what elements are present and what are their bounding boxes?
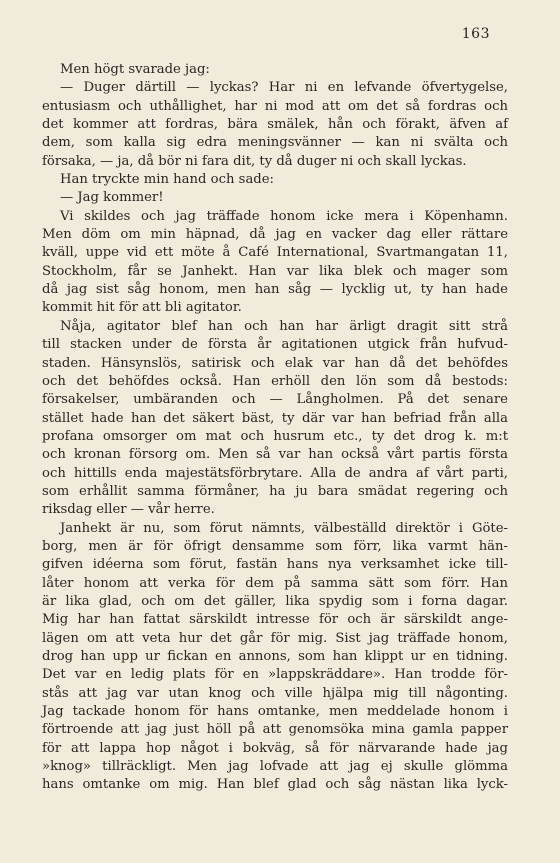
text-line: staden. Hänsynslös, satirisk och elak var han då det behöfdes [42, 355, 508, 371]
text-line: till stacken under de första år agitationen utgick från hufvud- [42, 337, 508, 353]
text-line: entusiasm och uthållighet, har ni mod att om det så fordras och [42, 98, 508, 114]
text-line: Mig har han fattat särskildt intresse för och är särskildt ange- [42, 612, 508, 628]
text-line: och kronan försorg om. Men så var han också vårt partis första [42, 447, 508, 463]
text-line: försaka, — ja, då bör ni fara dit, ty då duger ni och skall lyckas. [42, 153, 467, 169]
body-text [42, 61, 508, 795]
text-line: borg, men är för öfrigt densamme som förr, lika varmt hän- [42, 538, 508, 554]
text-line: kommit hit för att bli agitator. [42, 300, 242, 316]
text-line: Det var en ledig plats för en »lappskräddare». Han trodde för- [42, 667, 508, 683]
text-line: Men döm om min häpnad, då jag en vacker dag eller rättare [42, 227, 508, 243]
text-line: gifven idéerna som förut, fastän hans nya verksamhet icke till- [42, 557, 508, 573]
text-line: lägen om att veta hur det går för mig. Sist jag träffade honom, [42, 630, 508, 646]
text-line: det kommer att fordras, bära smälek, hån och förakt, äfven af [42, 117, 508, 133]
text-line: för att lappa hop något i bokväg, så för närvarande hade jag [42, 740, 508, 756]
text-line: låter honom att verka för dem på samma sätt som förr. Han [42, 575, 508, 591]
text-line: och hittills enda majestätsförbrytare. Alla de andra af vårt parti, [42, 465, 508, 481]
page-number: 163 [461, 26, 490, 42]
text-line: stället hade han det säkert bäst, ty där var han befriad från alla [42, 410, 508, 426]
text-line: Janhekt är nu, som förut nämnts, välbeställd direktör i Göte- [60, 520, 508, 536]
text-line: försakelser, umbäranden och — Långholmen. På det senare [42, 392, 508, 408]
text-line: — Jag kommer! [60, 190, 164, 206]
text-line: drog han upp ur fickan en annons, som han klippt ur en tidning. [42, 649, 508, 664]
text-line: Nåja, agitator blef han och han har ärligt dragit sitt strå [60, 318, 508, 334]
text-line: förtroende att jag just höll på att genomsöka mina gamla papper [42, 722, 508, 738]
text-line: som erhållit samma förmåner, ha ju bara smädat regering och [42, 483, 508, 499]
text-line: är lika glad, och om det gäller, lika spydig som i forna dagar. [42, 593, 508, 609]
text-line: Vi skildes och jag träffade honom icke mera i Köpenhamn. [60, 208, 508, 224]
text-line: hans omtanke om mig. Han blef glad och såg nästan lika lyck- [42, 777, 508, 793]
text-line: profana omsorger om mat och husrum etc., ty det drog k. m:t [42, 428, 508, 444]
text-line: stås att jag var utan knog och ville hjälpa mig till någonting. [42, 685, 508, 701]
text-line: Han tryckte min hand och sade: [60, 172, 274, 188]
text-line: Jag tackade honom för hans omtanke, men meddelade honom i [42, 704, 508, 720]
text-line: då jag sist såg honom, men han såg — lycklig ut, ty han hade [42, 282, 508, 298]
text-line: dem, som kalla sig edra meningsvänner — kan ni svälta och [42, 135, 508, 151]
text-line: riksdag eller — vår herre. [42, 502, 215, 518]
text-line: Men högt svarade jag: [60, 62, 210, 77]
text-line: och det behöfdes också. Han erhöll den lön som då bestods: [42, 373, 508, 389]
text-line: kväll, uppe vid ett möte å Café International, Svartmangatan 11, [42, 245, 508, 261]
text-line: — Duger därtill — lyckas? Har ni en lefvande öfvertygelse, [60, 80, 508, 96]
text-line: Stockholm, får se Janhekt. Han var lika blek och mager som [42, 263, 508, 279]
text-line: »knog» tillräckligt. Men jag lofvade att jag ej skulle glömma [42, 759, 508, 775]
